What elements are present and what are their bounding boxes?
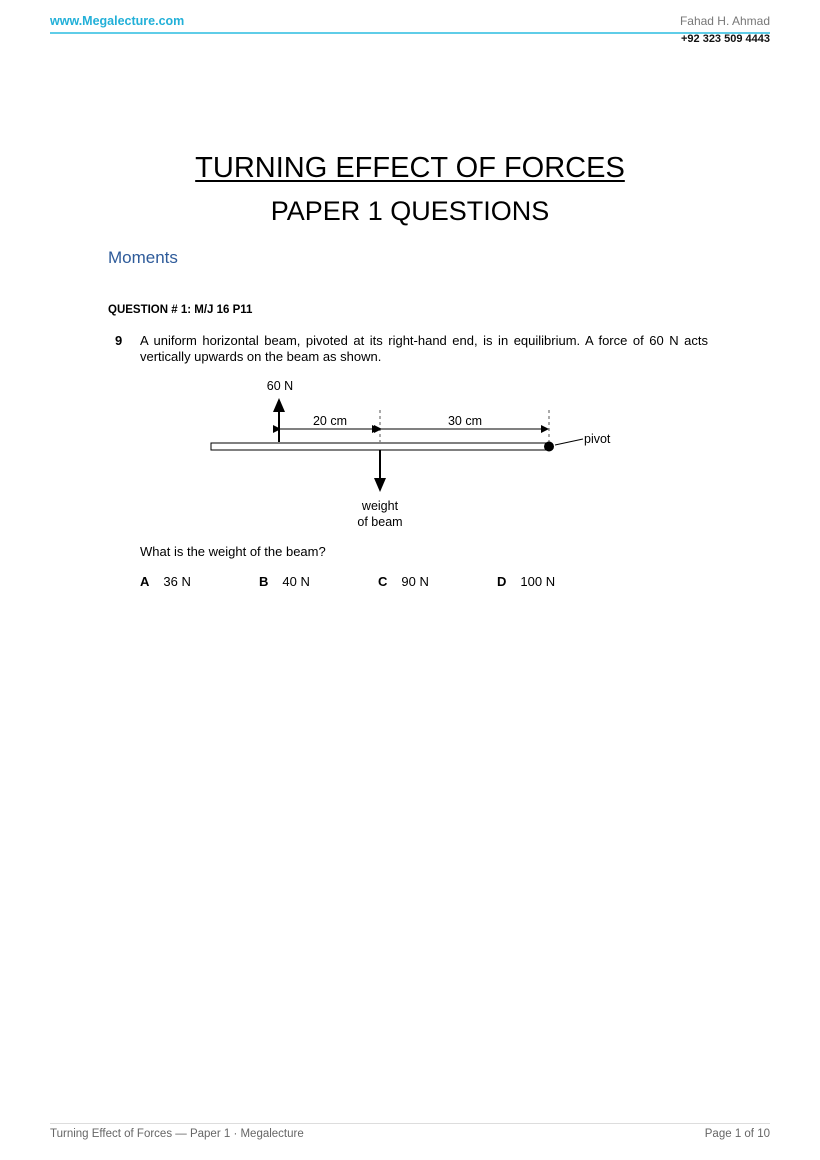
pivot-label: pivot [584, 432, 611, 446]
header-rule [50, 32, 770, 34]
site-link[interactable]: www.Megalecture.com [50, 14, 185, 28]
force-label: 60 N [266, 379, 294, 393]
section-heading: Moments [108, 248, 178, 267]
weight-label-line-1: weight [361, 499, 399, 513]
option-b[interactable] [259, 574, 310, 589]
phone-number: +92 323 509 4443 [680, 33, 770, 45]
option-a-letter: A [140, 574, 150, 589]
page-number: Page 1 of 10 [704, 1128, 770, 1140]
pivot-leader-line [555, 439, 583, 445]
option-b-letter: B [259, 574, 269, 589]
question-number: 9 [115, 333, 123, 348]
option-b-value: 40 N [282, 574, 310, 589]
option-c-letter: C [378, 574, 388, 589]
option-d[interactable] [497, 574, 555, 589]
dimension-30cm-label: 30 cm [447, 414, 483, 428]
question-prompt: What is the weight of the beam? [140, 544, 326, 559]
question-text-line-2: vertically upwards on the beam as shown. [140, 349, 382, 364]
footer-rule [50, 1123, 770, 1124]
option-d-letter: D [497, 574, 507, 589]
option-c-value: 90 N [401, 574, 429, 589]
author-name: Fahad H. Ahmad [679, 14, 770, 28]
beam-diagram [200, 372, 630, 537]
weight-label-line-2: of beam [357, 515, 403, 529]
question-text-line-1: A uniform horizontal beam, pivoted at its right-hand end, is in equilibrium. A force of 60 N acts [140, 333, 708, 348]
option-c[interactable] [378, 574, 429, 589]
option-d-value: 100 N [520, 574, 556, 589]
question-heading: QUESTION # 1: M/J 16 P11 [108, 304, 253, 316]
footer-text: Turning Effect of Forces — Paper 1 · Megalecture [50, 1128, 304, 1140]
dimension-20cm-label: 20 cm [312, 414, 348, 428]
question-text [140, 333, 708, 365]
upward-force-arrowhead [273, 398, 285, 412]
document-title: TURNING EFFECT OF FORCES [195, 152, 625, 184]
weight-arrowhead [374, 478, 386, 492]
option-a[interactable] [140, 574, 191, 589]
beam [211, 443, 550, 450]
option-a-value: 36 N [163, 574, 191, 589]
pivot-point [544, 442, 554, 452]
document-subtitle: PAPER 1 QUESTIONS [270, 196, 550, 226]
